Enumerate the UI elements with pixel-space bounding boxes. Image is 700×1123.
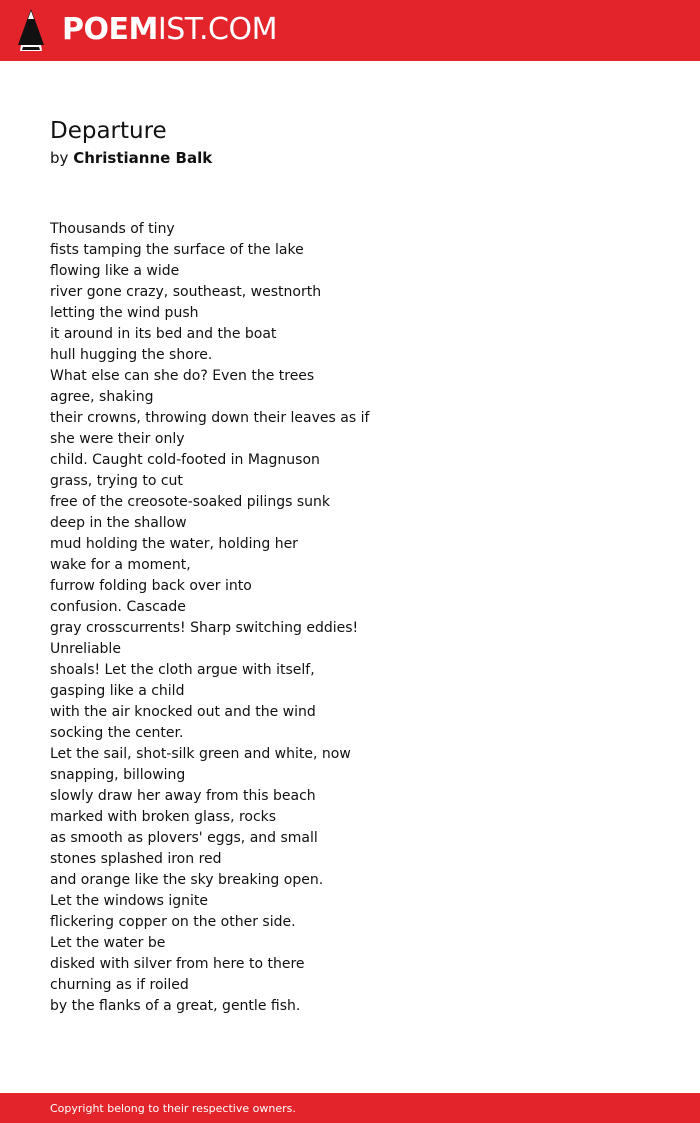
poem-line: shoals! Let the cloth argue with itself, [50,662,315,678]
poem-line: stones splashed iron red [50,851,222,867]
poem-line: flickering copper on the other side. [50,914,296,930]
poem-line: with the air knocked out and the wind [50,704,316,720]
poem-line: flowing like a wide [50,263,180,279]
poem-line: Let the water be [50,935,166,951]
pencil-icon[interactable] [18,9,44,51]
poem-line: furrow folding back over into [50,578,252,594]
poem-line: it around in its bed and the boat [50,326,277,342]
poem-line: Unreliable [50,641,121,657]
poem-byline [50,148,212,169]
poem-line: and orange like the sky breaking open. [50,872,324,888]
poem-line: deep in the shallow [50,515,187,531]
poem-title: Departure [50,118,167,144]
poem-line: socking the center. [50,725,184,741]
poem-line: mud holding the water, holding her [50,536,298,552]
poem-line: wake for a moment, [50,557,191,573]
site-footer [0,1093,700,1123]
poem-line: she were their only [50,431,185,447]
poem-line: gray crosscurrents! Sharp switching eddies! [50,620,359,636]
poem-line: churning as if roiled [50,977,189,993]
logo-bold-text: POEM [62,12,158,47]
poem-line: grass, trying to cut [50,473,183,489]
poem-author: Christianne Balk [73,149,213,167]
poem-line: letting the wind push [50,305,199,321]
poem-line: free of the creosote-soaked pilings sunk [50,494,330,510]
poem-line: slowly draw her away from this beach [50,788,316,804]
copyright-notice: Copyright belong to their respective owners. [50,1102,296,1115]
poem-line: disked with silver from here to there [50,956,305,972]
poem-line: their crowns, throwing down their leaves as if [50,410,370,426]
poem-line: marked with broken glass, rocks [50,809,277,825]
poem-line: Thousands of tiny [50,221,175,237]
poem-line: river gone crazy, southeast, westnorth [50,284,322,300]
by-label: by [50,149,69,167]
poem-body [50,219,369,1017]
poem-line: gasping like a child [50,683,185,699]
poem-line: Let the sail, shot-silk green and white, now [50,746,351,762]
poem-line: snapping, billowing [50,767,186,783]
poem-line: confusion. Cascade [50,599,186,615]
site-logo[interactable] [62,11,277,49]
poem-line: fists tamping the surface of the lake [50,242,304,258]
poem-line: hull hugging the shore. [50,347,213,363]
poem-line: as smooth as plovers' eggs, and small [50,830,318,846]
poem-line: Let the windows ignite [50,893,209,909]
logo-light-text: IST.COM [157,12,277,47]
poem-line: by the flanks of a great, gentle fish. [50,998,301,1014]
poem-line: agree, shaking [50,389,154,405]
poem-line: child. Caught cold-footed in Magnuson [50,452,320,468]
site-header [0,0,700,61]
poem-line: What else can she do? Even the trees [50,368,315,384]
